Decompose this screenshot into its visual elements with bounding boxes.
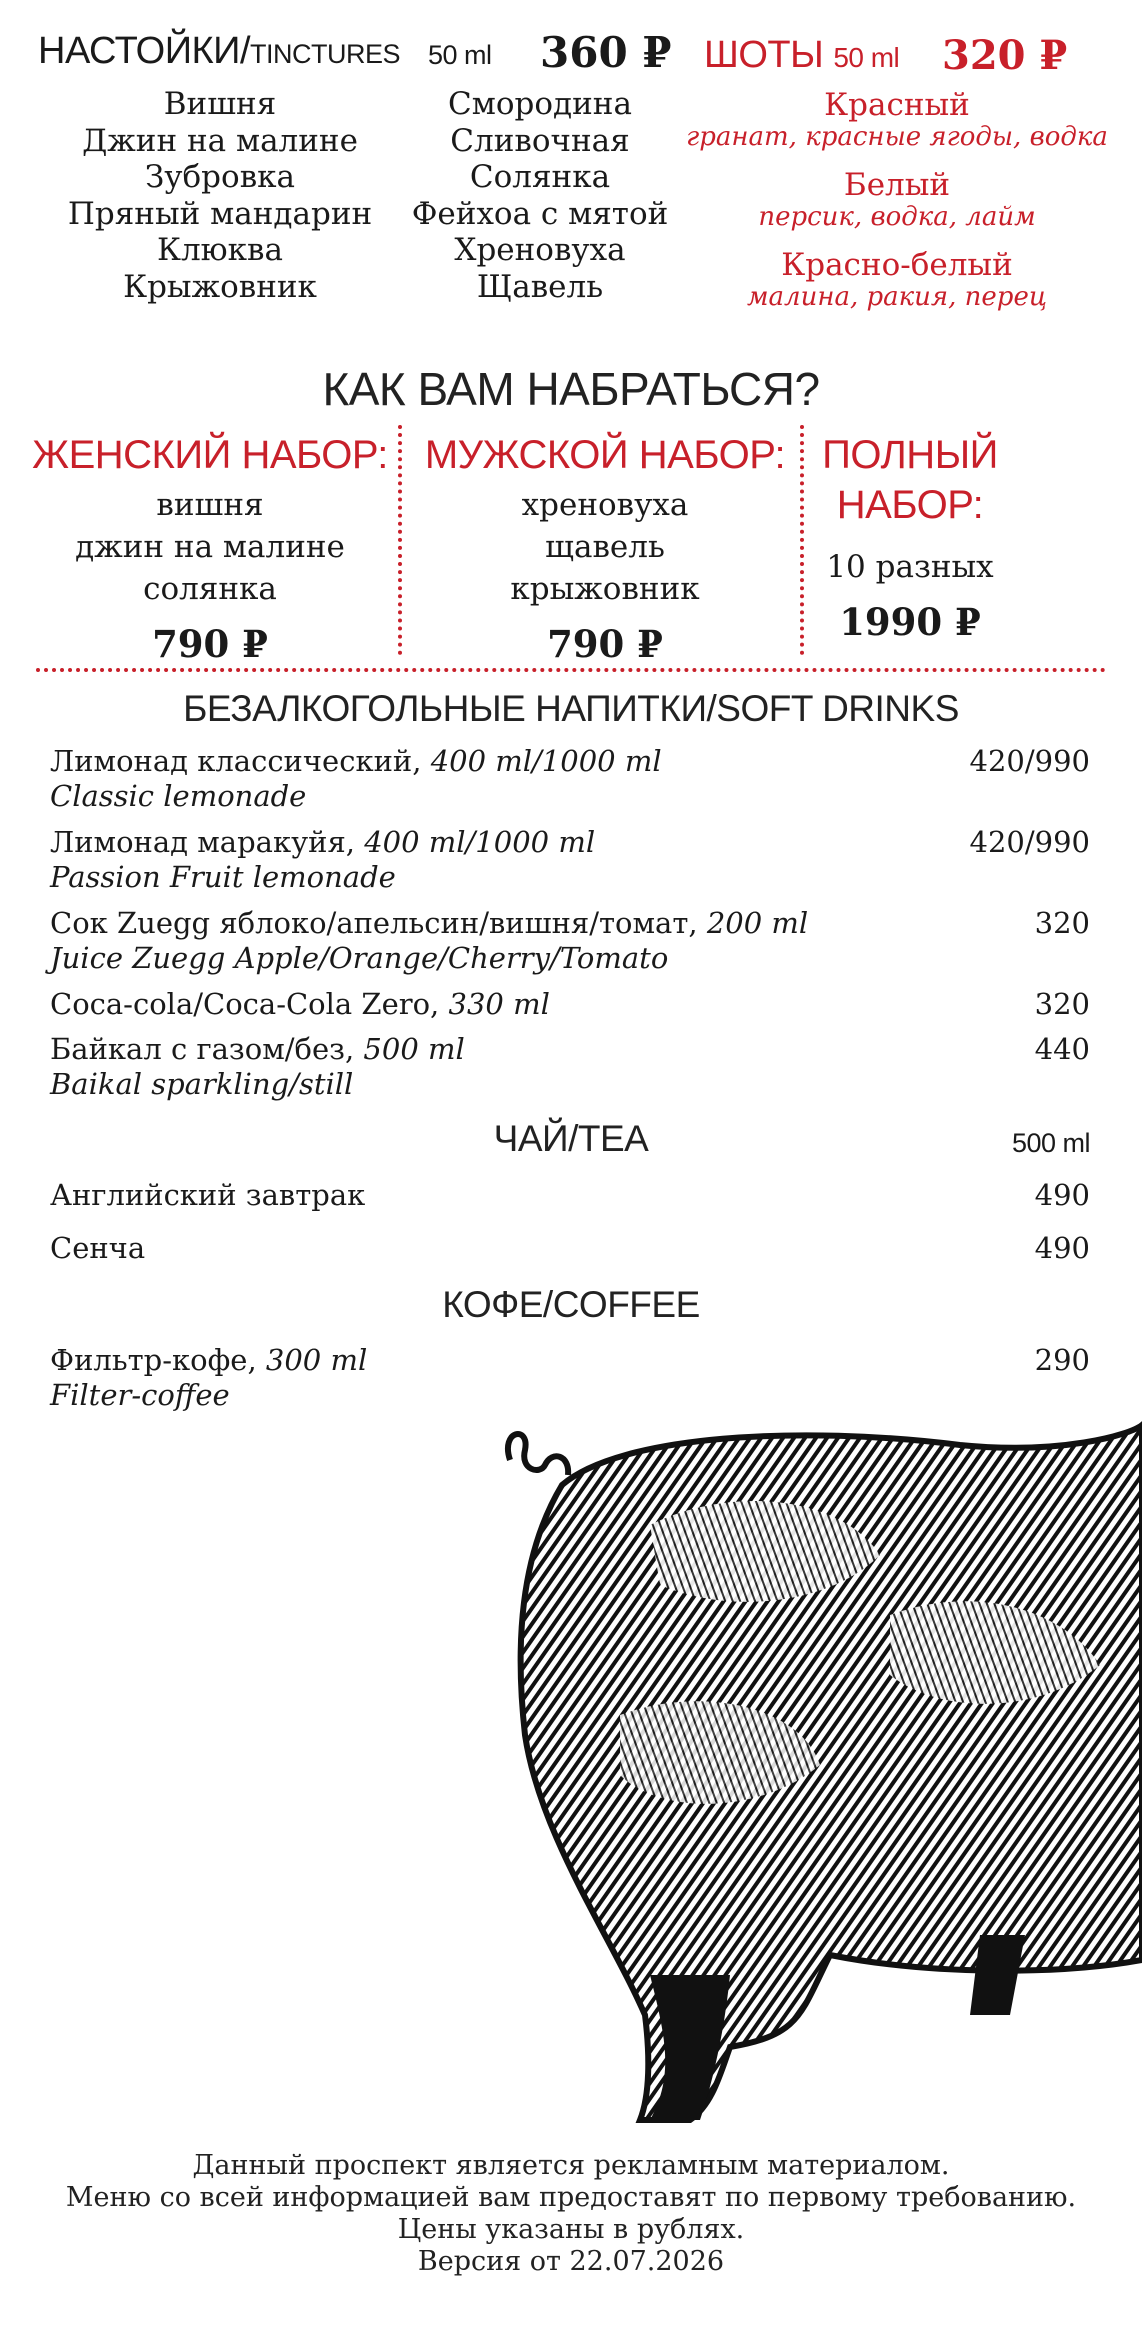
item-price: 320 [1034,987,1090,1021]
men-set-items [410,484,800,610]
full-set-title-line2: НАБОР: [836,483,984,527]
tinctures-column-1 [50,86,390,305]
divider-vertical [398,425,402,655]
pig-tail [508,1434,568,1475]
set-item: солянка [143,571,277,607]
item-price: 290 [1034,1343,1090,1377]
item-name-en: Filter-coffee [50,1378,230,1412]
women-set-price: 790 ₽ [152,622,268,666]
tincture-item: Солянка [469,159,611,195]
item-name: Байкал с газом/без, [50,1032,355,1066]
shots-title-text: ШОТЫ [704,34,824,76]
tinctures-column-2 [390,86,690,305]
tea-title: ЧАЙ/TEA [493,1118,649,1159]
item-name: Coca-cola/Coca-Cola Zero, [50,987,440,1021]
full-set [810,430,1010,644]
item-name: Сенча [50,1231,146,1265]
divider-vertical [800,425,804,655]
tincture-item: Клюква [157,232,283,268]
set-item: джин на малине [75,529,345,565]
footer-line: Меню со всей информацией вам предоставят по первому требованию. [65,2182,1077,2213]
item-name-en: Passion Fruit lemonade [50,860,396,894]
tincture-item: Вишня [163,86,277,122]
item-name-en: Juice Zuegg Apple/Orange/Cherry/Tomato [50,941,669,975]
shots-price: 320 ₽ [942,32,1068,79]
tincture-item: Сливочная [450,122,630,159]
tincture-item: Щавель [476,268,604,305]
item-volume: 300 ml [265,1343,368,1377]
menu-row [50,825,1090,895]
menu-row [50,744,1090,814]
shots-volume: 50 ml [833,42,900,73]
item-volume: 500 ml [363,1032,465,1066]
shots-title [704,34,899,77]
men-set-title: МУЖСКОЙ НАБОР: [424,433,786,477]
item-name: Фильтр-кофе, [50,1343,257,1377]
item-price: 420/990 [969,825,1090,859]
item-name-en: Baikal sparkling/still [50,1067,354,1101]
set-item: хреновуха [521,487,689,523]
full-set-desc: 10 разных [826,549,994,585]
tincture-item: Крыжовник [123,268,317,305]
set-item: вишня [156,487,264,523]
item-name: Лимонад маракуйя, [50,825,355,859]
shot-description: персик, водка, лайм [758,202,1036,232]
women-set-title: ЖЕНСКИЙ НАБОР: [32,433,388,477]
tincture-item: Джин на малине [82,122,358,159]
tinctures-volume: 50 ml [428,40,492,70]
item-name: Сок Zuegg яблоко/апельсин/вишня/томат, [50,906,698,940]
shot-name: Красный [824,87,970,123]
menu-row [50,1343,1090,1413]
men-set [410,430,800,666]
women-set [30,430,390,666]
shot-item [660,168,1134,232]
shot-description: малина, ракия, перец [747,282,1047,312]
shot-item [660,248,1134,312]
divider-horizontal [36,668,1106,672]
tinctures-title-en: TINCTURES [250,39,401,69]
shot-description: гранат, красные ягоды, водка [686,122,1108,152]
set-item: щавель [545,529,665,565]
menu-row [50,987,1090,1022]
coffee-title: КОФЕ/COFFEE [442,1284,700,1325]
item-price: 420/990 [969,744,1090,778]
tincture-item: Пряный мандарин [67,195,373,232]
tincture-item: Смородина [448,86,632,122]
footer-line: Версия от 22.07.2026 [417,2246,725,2277]
menu-row [50,906,1090,976]
set-item: крыжовник [510,571,700,607]
footer [0,2150,1142,2278]
soft-drinks-title: БЕЗАЛКОГОЛЬНЫЕ НАПИТКИ/SOFT DRINKS [183,688,959,729]
item-name: Английский завтрак [50,1178,366,1212]
item-volume: 200 ml [706,906,809,940]
tea-volume: 500 ml [1011,1128,1090,1158]
women-set-items [30,484,390,610]
tinctures-title [38,30,400,73]
full-set-price: 1990 ₽ [839,600,981,644]
footer-line: Цены указаны в рублях. [397,2214,745,2245]
item-volume: 400 ml/1000 ml [364,825,596,859]
tincture-item: Фейхоа с мятой [411,195,669,232]
tinctures-title-ru: НАСТОЙКИ/ [38,30,251,72]
sets-title: КАК ВАМ НАБРАТЬСЯ? [322,363,820,415]
men-set-price: 790 ₽ [547,622,663,666]
item-name-en: Classic lemonade [50,779,307,813]
menu-row [50,1032,1090,1102]
full-set-title-line1: ПОЛНЫЙ [822,433,998,477]
shot-item [660,88,1134,152]
item-name: Лимонад классический, [50,744,422,778]
item-volume: 330 ml [448,987,550,1021]
item-price: 440 [1034,1032,1090,1066]
menu-row [50,1231,1090,1266]
item-volume: 400 ml/1000 ml [430,744,662,778]
shot-name: Белый [843,167,951,203]
pig-illustration [500,1415,1142,2125]
item-price: 490 [1034,1231,1090,1265]
item-price: 320 [1034,906,1090,940]
tincture-item: Хреновуха [454,232,626,268]
tincture-item: Зубровка [144,159,296,195]
menu-row [50,1178,1090,1213]
shot-name: Красно-белый [781,247,1013,283]
tinctures-price: 360 ₽ [540,28,672,77]
footer-line: Данный проспект является рекламным материалом. [192,2150,950,2181]
item-price: 490 [1034,1178,1090,1212]
